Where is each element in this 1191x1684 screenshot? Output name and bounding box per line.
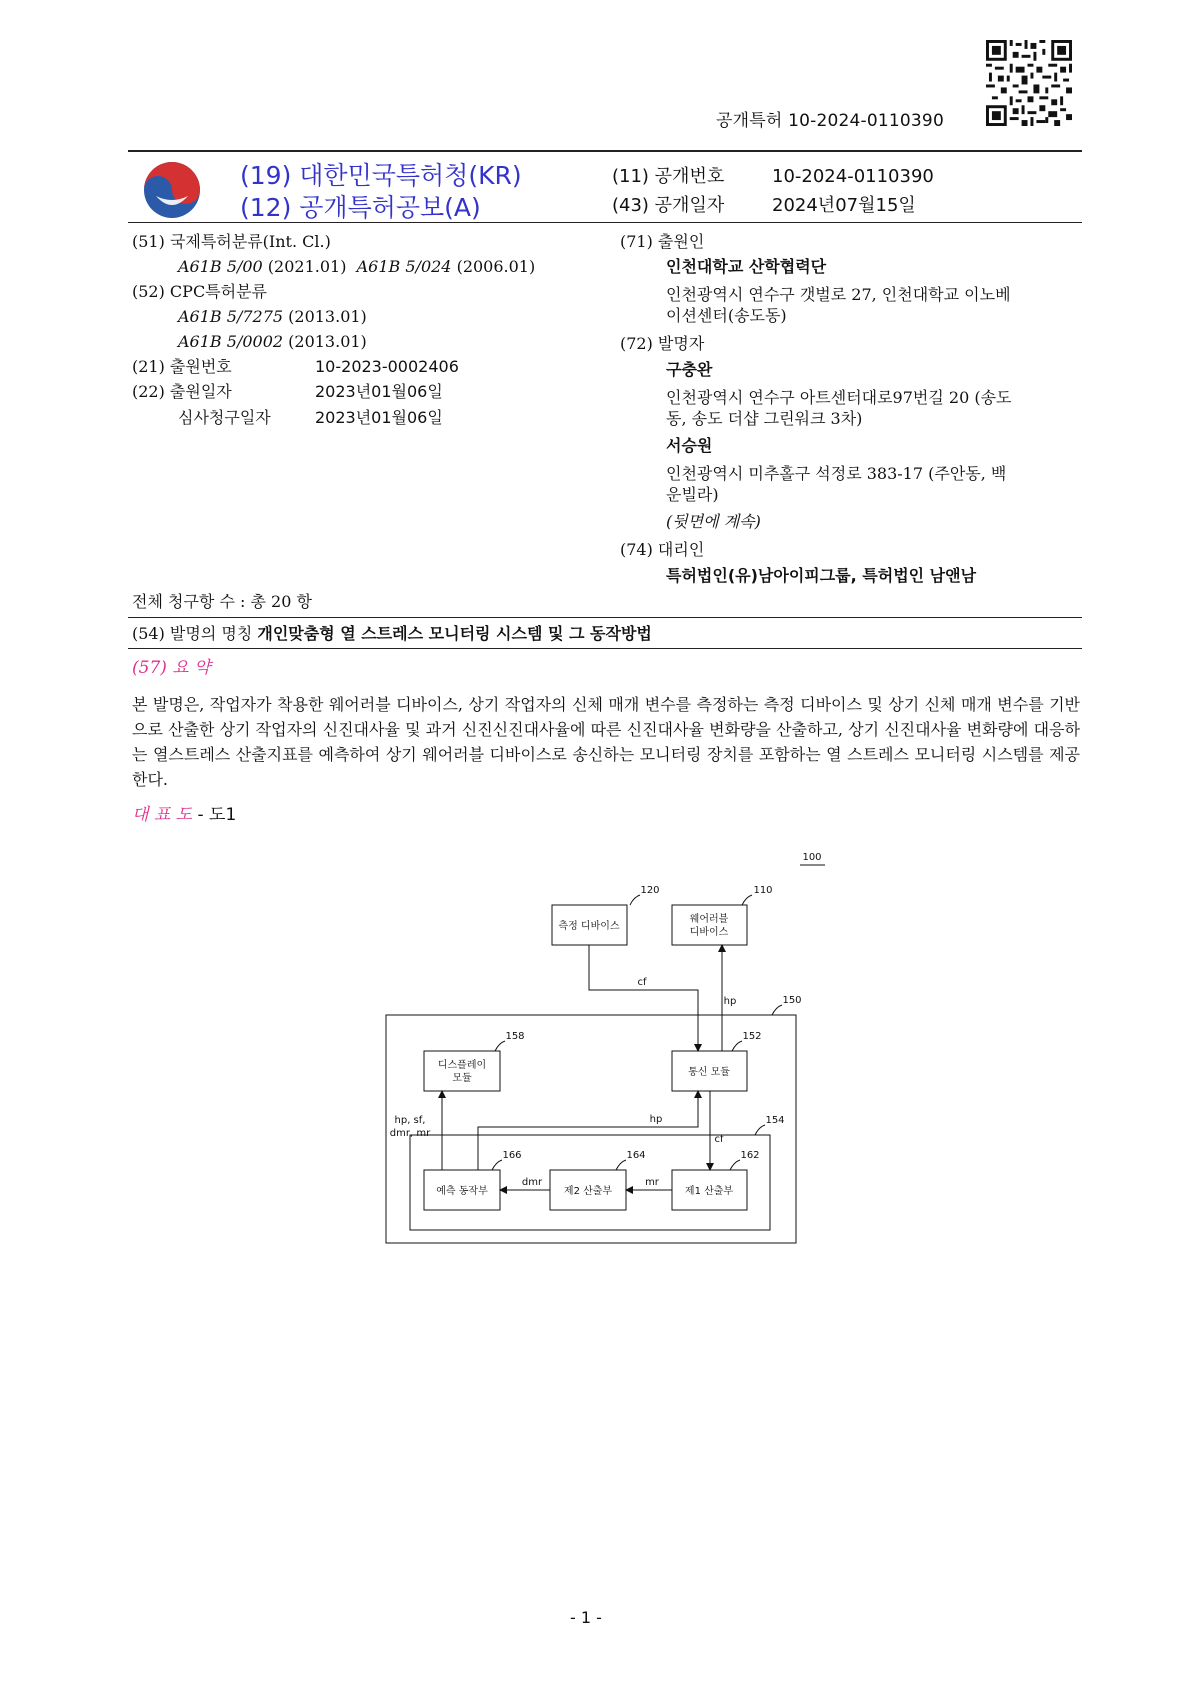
wearable-device-label-1: 웨어러블 bbox=[689, 914, 729, 925]
app-date-value: 2023년01월06일 bbox=[315, 382, 443, 401]
publication-date-value: 2024년07월15일 bbox=[772, 195, 916, 216]
title-label: (54) 발명의 명칭 bbox=[132, 624, 253, 643]
dmr-label: dmr bbox=[521, 1177, 543, 1188]
intl-class-values bbox=[178, 257, 535, 277]
abstract-text: 본 발명은, 작업자가 착용한 웨어러블 디바이스, 상기 작업자의 신체 매개 변수를 측정하는 측정 디바이스 및 상기 신체 매개 변수를 기반으로 산출한 상기 작업자의 신진대사율 및 과거 신진신진대사율에 따른 신진대사율 변화량을 산출하고, 상기 신진대사율 변화량에 대응하는 열스트레스 산출지표를 예측하여 상기 웨어러블 디바이스로 송신하는 모니터링 장치를 포함하는 열 스트레스 모니터링 시스템를 제공한다. bbox=[132, 695, 1080, 789]
applicant-name: 인천대학교 산학협력단 bbox=[666, 257, 827, 276]
ref-120: 120 bbox=[640, 885, 660, 896]
communication-module-label: 통신 모듈 bbox=[688, 1067, 730, 1078]
ref-152: 152 bbox=[742, 1031, 762, 1042]
invention-title: 개인맞춤형 열 스트레스 모니터링 시스템 및 그 동작방법 bbox=[257, 624, 652, 643]
app-no-label: (21) 출원번호 bbox=[132, 357, 232, 376]
exam-date-value: 2023년01월06일 bbox=[315, 408, 443, 427]
agent-label: (74) 대리인 bbox=[620, 540, 705, 559]
app-date-label: (22) 출원일자 bbox=[132, 382, 232, 401]
publication-number-label: (11) 공개번호 bbox=[612, 166, 725, 187]
publication-date-row bbox=[612, 191, 916, 217]
publication-number-value: 10-2024-0110390 bbox=[772, 166, 934, 187]
hp-label-mid: hp bbox=[649, 1114, 663, 1125]
cpc-label: (52) CPC특허분류 bbox=[132, 282, 268, 301]
publication-kind: (12) 공개특허공보(A) bbox=[240, 193, 481, 222]
calculation-group-box bbox=[410, 1135, 770, 1230]
intl-class-1-year: (2021.01) bbox=[267, 257, 347, 276]
page-number: - 1 - bbox=[570, 1608, 602, 1627]
title-bottom-rule bbox=[128, 648, 1082, 649]
applicant-address-2: 이션센터(송도동) bbox=[666, 306, 787, 325]
cpc-2: A61B 5/0002 bbox=[178, 332, 284, 351]
inventor1-address-1: 인천광역시 연수구 아트센터대로97번길 20 (송도 bbox=[666, 388, 1012, 407]
applicant-label: (71) 출원인 bbox=[620, 232, 705, 251]
header-top-rule bbox=[128, 150, 1082, 152]
cpc-2-year: (2013.01) bbox=[288, 332, 367, 351]
ref-164: 164 bbox=[626, 1150, 646, 1161]
ref-150: 150 bbox=[782, 995, 802, 1006]
representative-figure-value: - 도1 bbox=[197, 805, 237, 825]
top-publication-number: 공개특허 10-2024-0110390 bbox=[716, 111, 944, 131]
ref-162: 162 bbox=[740, 1150, 760, 1161]
representative-figure-label: 대 표 도 bbox=[132, 805, 193, 825]
monitoring-device-box bbox=[386, 1015, 796, 1243]
figure-1-diagram bbox=[380, 845, 822, 1245]
publication-date-label: (43) 공개일자 bbox=[612, 195, 725, 216]
inventor-label: (72) 발명자 bbox=[620, 334, 705, 353]
mr-label: mr bbox=[645, 1177, 659, 1188]
inventor2-name: 서승원 bbox=[666, 436, 713, 455]
qr-code bbox=[986, 40, 1072, 126]
claims-total: 전체 청구항 수 : 총 20 항 bbox=[132, 592, 312, 611]
second-calc-unit-label: 제2 산출부 bbox=[563, 1186, 613, 1197]
display-module-label-2: 모듈 bbox=[452, 1073, 472, 1084]
ref-166-leader bbox=[492, 1160, 502, 1170]
exam-date-label: 심사청구일자 bbox=[178, 408, 271, 427]
left-arrow-label-1: hp, sf, bbox=[394, 1115, 426, 1126]
display-module-label-1: 디스플레이 bbox=[437, 1060, 487, 1071]
ref-154-leader bbox=[755, 1125, 765, 1135]
inventor2-address-1: 인천광역시 미추홀구 석정로 383-17 (주안동, 백 bbox=[666, 464, 1007, 483]
office-name: (19) 대한민국특허청(KR) bbox=[240, 161, 522, 190]
ref-110-leader bbox=[742, 895, 752, 905]
title-row bbox=[132, 624, 652, 644]
cpc-2-row bbox=[178, 332, 367, 352]
left-arrow-label-2: dmr, mr bbox=[389, 1128, 431, 1139]
ref-110: 110 bbox=[753, 885, 773, 896]
cf-label-top: cf bbox=[637, 977, 647, 988]
ref-150-leader bbox=[772, 1005, 782, 1015]
ref-120-leader bbox=[630, 895, 640, 905]
ref-154: 154 bbox=[765, 1115, 785, 1126]
measuring-device-label: 측정 디바이스 bbox=[558, 921, 620, 932]
representative-figure-row bbox=[132, 805, 236, 825]
ref-158: 158 bbox=[505, 1031, 525, 1042]
inventor1-address-2: 동, 송도 더샵 그린워크 3차) bbox=[666, 409, 863, 428]
inventor1-name: 구충완 bbox=[666, 360, 713, 379]
first-calc-unit-label: 제1 산출부 bbox=[684, 1186, 734, 1197]
header-bottom-rule bbox=[128, 222, 1082, 223]
continued-note: (뒷면에 계속) bbox=[666, 512, 761, 531]
ref-100: 100 bbox=[802, 852, 822, 863]
cpc-1-row bbox=[178, 307, 367, 327]
intl-class-2-year: (2006.01) bbox=[456, 257, 536, 276]
app-no-value: 10-2023-0002406 bbox=[315, 357, 459, 376]
intl-class-1: A61B 5/00 bbox=[178, 257, 263, 276]
wearable-device-label-2: 디바이스 bbox=[689, 927, 729, 938]
agent-name: 특허법인(유)남아이피그룹, 특허법인 남앤남 bbox=[666, 566, 977, 585]
ref-164-leader bbox=[616, 1160, 626, 1170]
kipo-taegeuk-logo bbox=[142, 160, 202, 220]
ref-166: 166 bbox=[502, 1150, 522, 1161]
display-module-box bbox=[424, 1051, 500, 1091]
ref-158-leader bbox=[495, 1041, 505, 1051]
inventor2-address-2: 운빌라) bbox=[666, 485, 719, 504]
cpc-1: A61B 5/7275 bbox=[178, 307, 284, 326]
intl-class-label: (51) 국제특허분류(Int. Cl.) bbox=[132, 232, 331, 251]
wearable-device-box bbox=[672, 905, 747, 945]
abstract-label: (57) 요 약 bbox=[132, 658, 211, 678]
ref-162-leader bbox=[730, 1160, 740, 1170]
intl-class-2: A61B 5/024 bbox=[356, 257, 452, 276]
title-top-rule bbox=[128, 617, 1082, 618]
hp-label-top: hp bbox=[723, 996, 737, 1007]
ref-152-leader bbox=[732, 1041, 742, 1051]
cpc-1-year: (2013.01) bbox=[288, 307, 367, 326]
cf-label-mid: cf bbox=[714, 1134, 724, 1145]
cf-arrow-top bbox=[589, 945, 698, 1051]
prediction-unit-label: 예측 동작부 bbox=[436, 1186, 488, 1197]
applicant-address-1: 인천광역시 연수구 갯벌로 27, 인천대학교 이노베 bbox=[666, 285, 1011, 304]
publication-number-row bbox=[612, 162, 934, 188]
